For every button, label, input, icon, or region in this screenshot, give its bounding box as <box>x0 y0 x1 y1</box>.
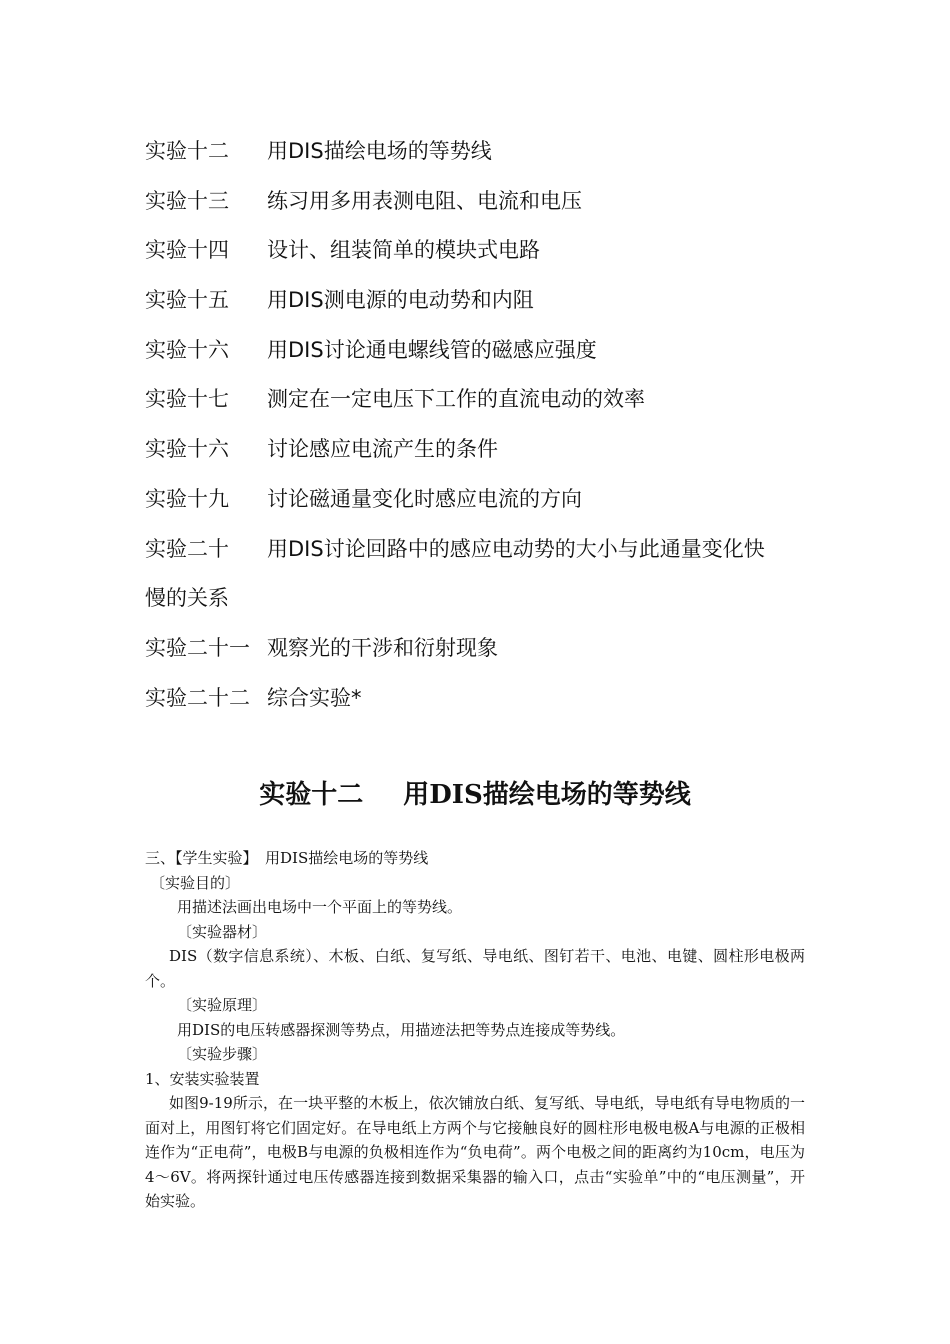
toc-item-title: 观察光的干涉和衍射现象 <box>267 635 498 660</box>
toc-item-number: 实验十六 <box>145 337 229 362</box>
toc-item-title: 练习用多用表测电阻、电流和电压 <box>267 188 582 213</box>
toc-item <box>145 375 825 425</box>
toc-item <box>145 177 825 227</box>
principle-text: 用DIS的电压转感器探测等势点，用描迹法把等势点连接成等势线。 <box>177 1020 626 1039</box>
toc-item-number: 实验十五 <box>145 288 229 313</box>
section-heading-title: 用DIS描绘电场的等势线 <box>403 780 691 810</box>
toc-item <box>145 525 825 575</box>
toc-item-title: 测定在一定电压下工作的直流电动的效率 <box>267 387 645 412</box>
toc-item-title: 讨论感应电流产生的条件 <box>267 437 498 462</box>
toc-item-title: 设计、组装简单的模块式电路 <box>267 238 540 263</box>
toc-item-number: 实验十六 <box>145 437 229 462</box>
toc-item <box>145 127 825 177</box>
toc-item <box>145 425 825 475</box>
toc-item <box>145 226 825 276</box>
toc-item <box>145 326 825 376</box>
section-heading <box>0 774 950 811</box>
equipment-label: 〔实验器材〕 <box>177 922 268 941</box>
toc-item <box>145 276 825 326</box>
toc-item-title: 用DIS讨论通电螺线管的磁感应强度 <box>267 337 597 362</box>
step1-title: 1、安装实验装置 <box>145 1069 260 1088</box>
toc-item-number: 实验十七 <box>145 387 229 412</box>
toc-item-title: 综合实验* <box>267 685 362 710</box>
toc-item-title-continuation: 慢的关系 <box>145 586 229 611</box>
toc-item-title: 用DIS讨论回路中的感应电动势的大小与此通量变化快 <box>267 536 765 561</box>
section-body <box>145 846 805 1214</box>
toc-item-number: 实验十三 <box>145 188 229 213</box>
toc-item-number: 实验十二 <box>145 139 229 163</box>
toc-list <box>145 127 825 723</box>
toc-item-title: 讨论磁通量变化时感应电流的方向 <box>267 486 582 511</box>
principle-label: 〔实验原理〕 <box>177 996 268 1014</box>
equipment-text: DIS（数字信息系统）、木板、白纸、复写纸、导电纸、图钉若干、电池、电键、圆柱形电极两个。 <box>145 947 805 990</box>
toc-item-title: 用DIS描绘电场的等势线 <box>267 139 492 163</box>
toc-item-continuation <box>145 574 825 624</box>
toc-item-number: 实验二十二 <box>145 685 250 710</box>
toc-item-number: 实验二十 <box>145 536 229 561</box>
toc-item <box>145 674 825 724</box>
purpose-text: 用描述法画出电场中一个平面上的等势线。 <box>177 898 463 916</box>
purpose-label: 〔实验目的〕 <box>150 873 241 892</box>
toc-item-number: 实验十四 <box>145 238 229 263</box>
toc-item-number: 实验二十一 <box>145 635 250 660</box>
section-heading-number: 实验十二 <box>259 780 364 810</box>
toc-item <box>145 624 825 674</box>
toc-item-number: 实验十九 <box>145 486 229 511</box>
steps-label: 〔实验步骤〕 <box>177 1045 268 1063</box>
toc-item-title: 用DIS测电源的电动势和内阻 <box>267 288 534 313</box>
toc-item <box>145 475 825 525</box>
step1-text: 如图9-19所示，在一块平整的木板上，依次铺放白纸、复写纸、导电纸，导电纸有导电物质的一面对上，用图钉将它们固定好。在导电纸上方两个与它接触良好的圆柱形电极电极A与电源的正极相连作为“正电荷”，电极B与电源的负极相连作为“负电荷”。两个电极之间的距离约为10cm，电压为4～6V。将两探针通过电压传感器连接到数据采集器的输入口，点击“实验单”中的“电压测量”，开始实验。 <box>145 1094 805 1210</box>
section-intro: 三、【学生实验】 用DIS描绘电场的等势线 <box>145 849 429 867</box>
